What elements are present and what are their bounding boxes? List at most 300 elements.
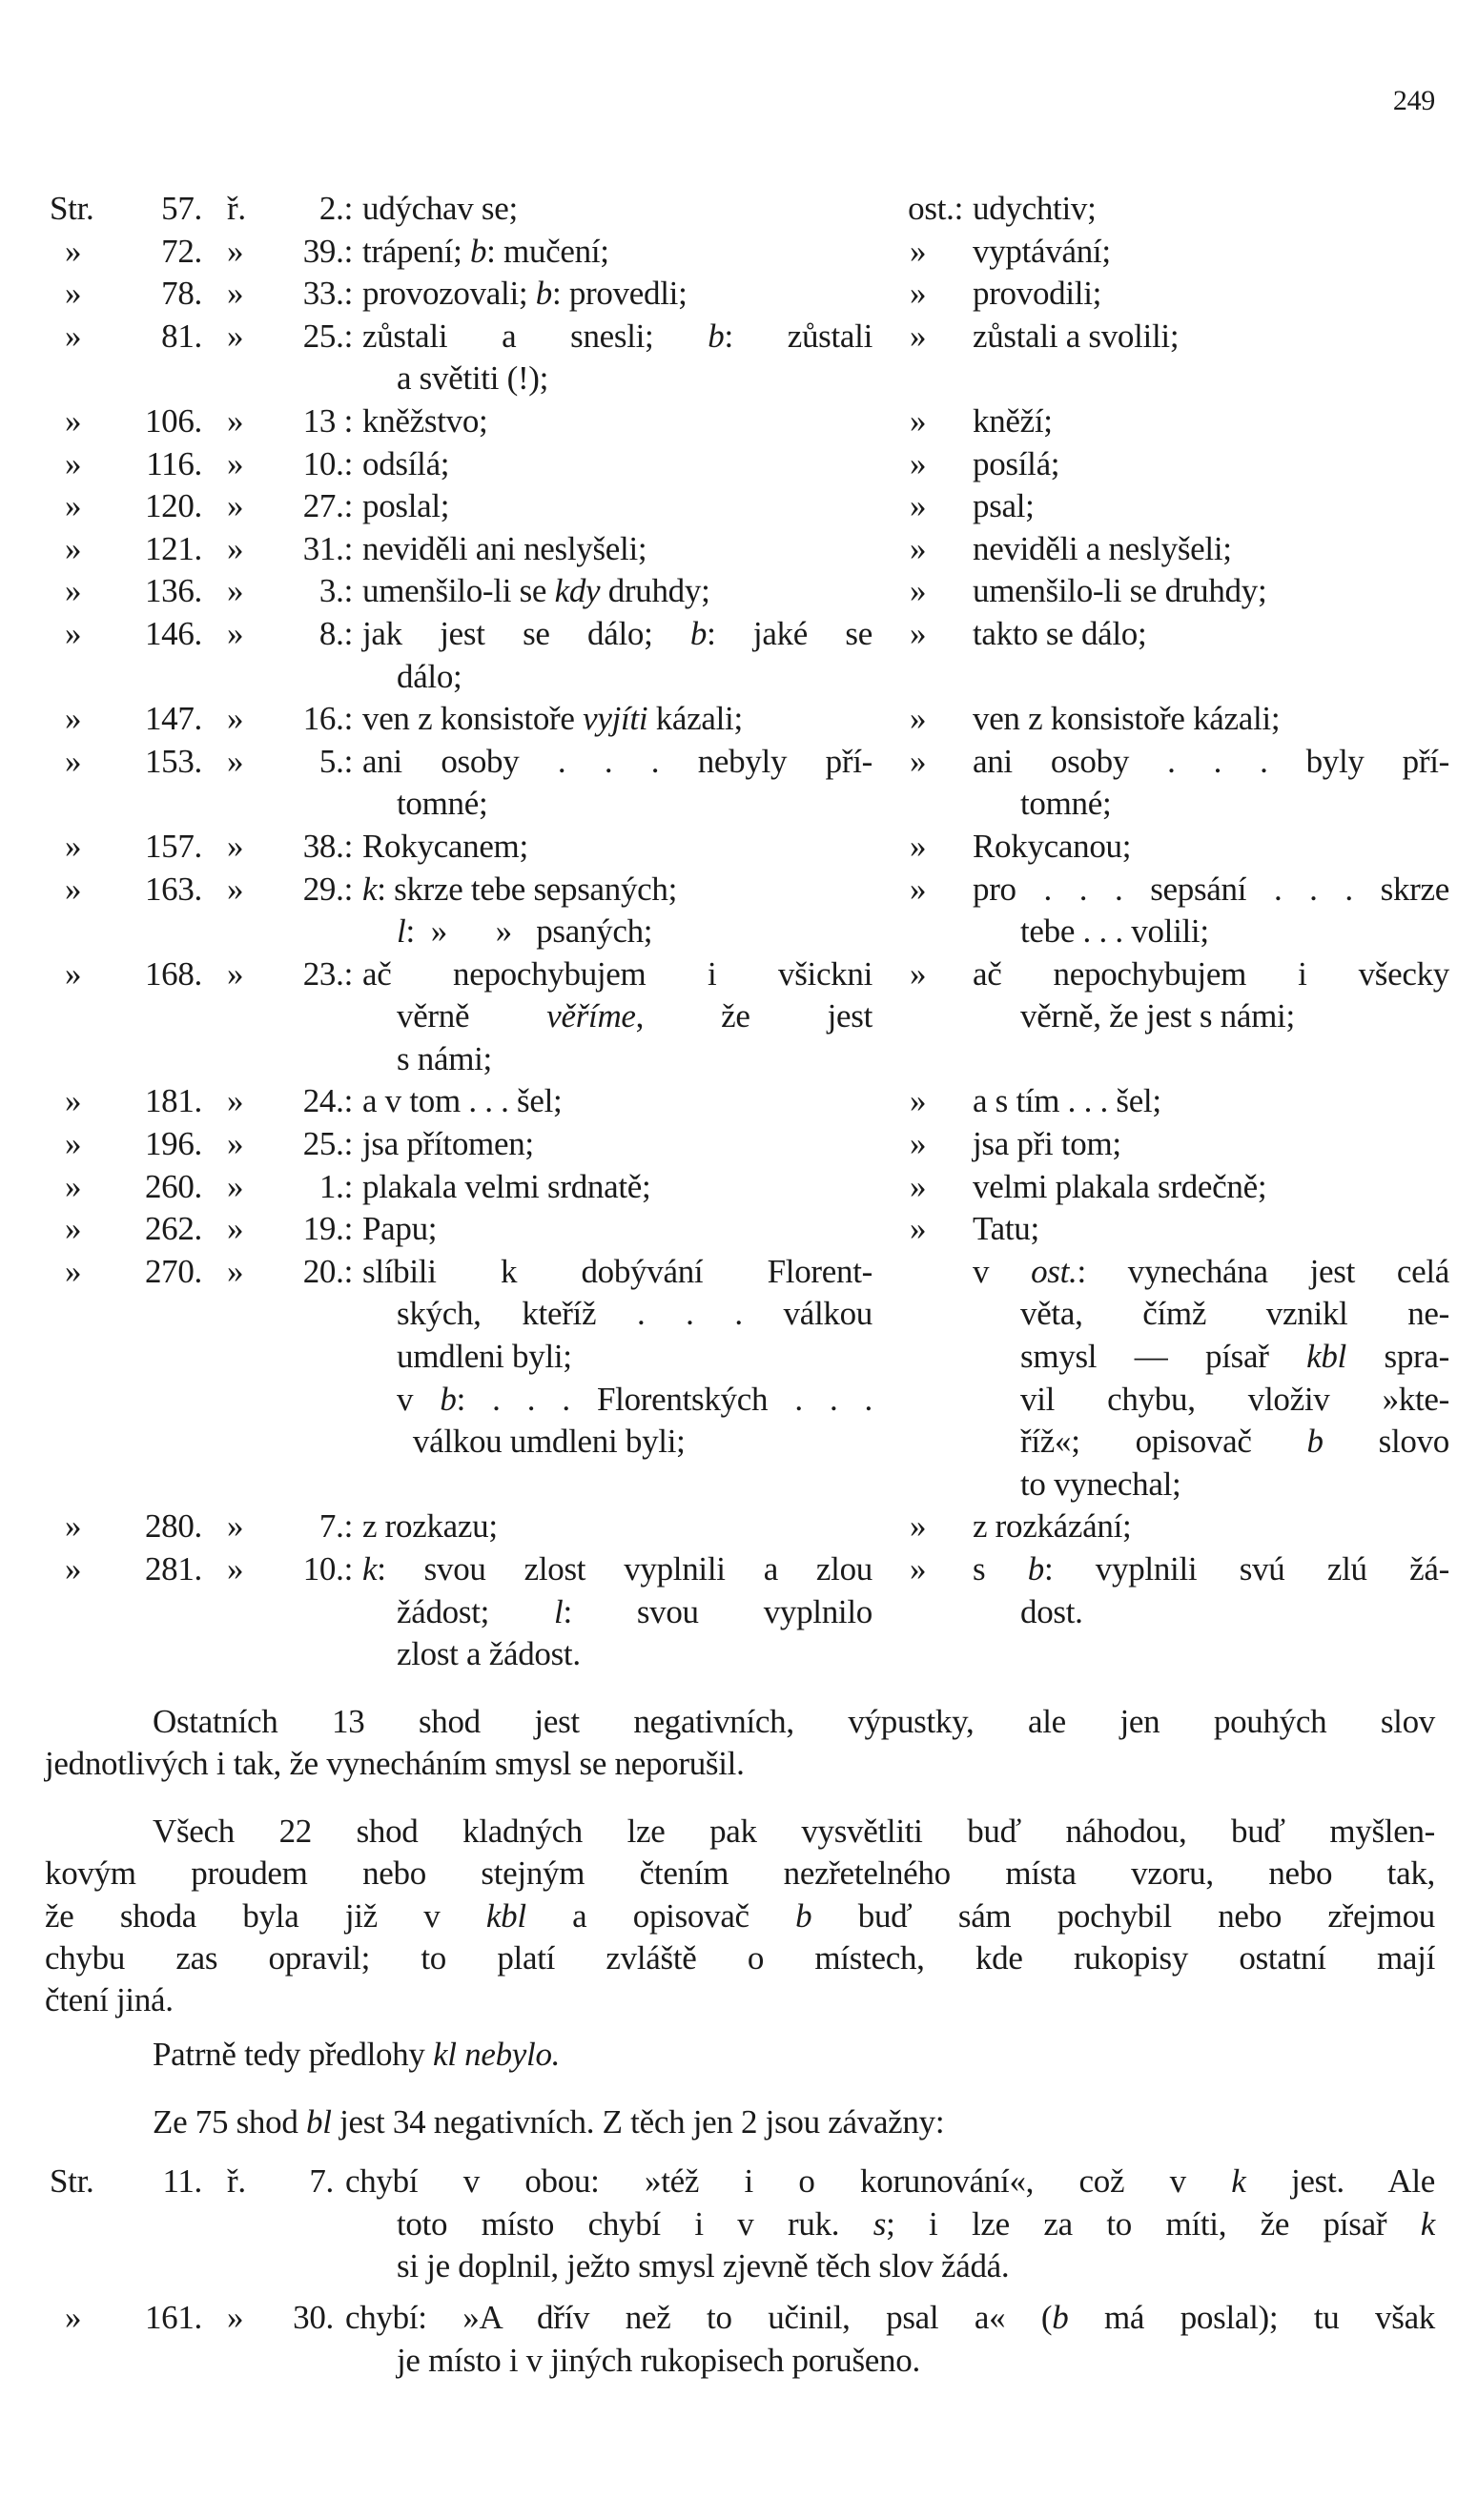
- reading-kbl: [362, 1166, 872, 1209]
- text-run: neviděli ani neslyšeli;: [362, 529, 647, 567]
- text-run: kněžstvo;: [362, 401, 488, 440]
- text-run: umenšilo-li se druhdy;: [973, 572, 1267, 610]
- reading-line: [362, 231, 872, 274]
- page-ref: 153.: [144, 742, 202, 780]
- page-prefix: »: [65, 1082, 82, 1120]
- reading-line: [362, 953, 872, 996]
- italic-siglum: k: [362, 1550, 378, 1588]
- text-run: umdleni byli;: [397, 1338, 572, 1376]
- table-row: [0, 188, 1478, 231]
- reading-other: [973, 1080, 1449, 1123]
- reading-other: [973, 1208, 1449, 1251]
- text-run: z rozkazu;: [362, 1507, 498, 1546]
- paragraph-line: [153, 1701, 1435, 1743]
- text-run: má poslal); tu však: [1068, 2299, 1436, 2336]
- variant-readings-table: [0, 188, 1478, 1676]
- reading-line: [973, 1208, 1449, 1251]
- other-prefix: »: [910, 614, 927, 652]
- other-prefix: »: [910, 1167, 927, 1205]
- text-run: jest. Ale: [1245, 2162, 1435, 2200]
- list-item: [0, 2297, 1478, 2382]
- italic-siglum: b: [440, 1380, 457, 1418]
- reading-line: [973, 485, 1449, 528]
- reading-other: [973, 316, 1449, 359]
- reading-line: [397, 1336, 872, 1379]
- text-run: : . . . Florentských . . .: [456, 1380, 873, 1418]
- line-prefix: »: [227, 275, 244, 313]
- text-run: neviděli a neslyšeli;: [973, 529, 1232, 567]
- reading-line: [397, 1591, 872, 1634]
- text-run: umenšilo-li se: [362, 572, 555, 610]
- text-run: věta, čímž vznikl ne-: [1020, 1295, 1449, 1333]
- italic-siglum: věříme: [546, 997, 636, 1035]
- other-prefix: »: [910, 1550, 927, 1588]
- reading-kbl: [362, 231, 872, 274]
- page-prefix: »: [65, 614, 82, 652]
- text-run: : jaké se: [707, 614, 872, 652]
- line-ref: 1.:: [318, 1167, 353, 1205]
- text-run: poslal;: [362, 487, 450, 525]
- text-run: jak jest se dálo;: [362, 614, 690, 652]
- reading-kbl: [362, 1208, 872, 1251]
- page-number: 249: [1392, 85, 1435, 116]
- text-run: slovo: [1323, 1423, 1449, 1461]
- text-run: čtení jiná.: [45, 1981, 174, 2019]
- reading-line: [362, 528, 872, 571]
- text-run: psal;: [973, 487, 1035, 525]
- text-run: tomné;: [397, 785, 488, 823]
- text-run: toto místo chybí i v ruk.: [397, 2204, 873, 2243]
- text-run: buď sám pochybil nebo zřejmou: [811, 1896, 1435, 1935]
- text-run: v: [397, 1380, 441, 1418]
- reading-line: [397, 1421, 872, 1464]
- page-ref: 280.: [144, 1507, 202, 1546]
- text-run: věrně, že jest s námi;: [1020, 997, 1295, 1035]
- text-run: : svou zlost vyplnili a zlou: [377, 1550, 872, 1588]
- reading-line: [397, 995, 872, 1038]
- page-ref: 121.: [144, 529, 202, 567]
- page-prefix: »: [65, 742, 82, 780]
- reading-kbl: [362, 273, 872, 316]
- text-run: , že jest: [635, 997, 872, 1035]
- line-ref: 39.:: [302, 232, 353, 270]
- line-prefix: »: [227, 1082, 244, 1120]
- page-ref: 147.: [144, 700, 202, 738]
- other-prefix: »: [910, 700, 927, 738]
- other-prefix: ost.:: [908, 190, 963, 227]
- other-prefix: »: [910, 1210, 927, 1248]
- italic-siglum: b: [1306, 1423, 1324, 1461]
- paragraph-line: [153, 2034, 1435, 2076]
- table-row: [0, 953, 1478, 1081]
- text-run: : provedli;: [551, 275, 688, 313]
- table-row: [0, 1251, 1478, 1506]
- text-run: dost.: [1020, 1592, 1083, 1630]
- italic-siglum: l: [397, 912, 406, 951]
- table-row: [0, 826, 1478, 869]
- reading-line: [973, 741, 1449, 784]
- italic-siglum: k: [362, 870, 378, 908]
- reading-line: [1020, 1464, 1449, 1506]
- text-run: a opisovač: [525, 1896, 796, 1935]
- page-prefix: »: [65, 827, 82, 865]
- italic-siglum: k: [1231, 2162, 1246, 2200]
- text-run: jednotlivých i tak, že vynecháním smysl se neporušil.: [45, 1745, 745, 1783]
- reading-line: [362, 443, 872, 486]
- table-row: [0, 1166, 1478, 1209]
- paragraph-line: [45, 1743, 1435, 1785]
- line-ref: 16.:: [302, 700, 353, 738]
- table-row: [0, 273, 1478, 316]
- reading-line: [1020, 911, 1449, 953]
- reading-line: [973, 443, 1449, 486]
- reading-line: [1020, 1379, 1449, 1422]
- italic-siglum: b: [1027, 1550, 1044, 1588]
- text-run: je místo i v jiných rukopisech porušeno.: [397, 2341, 920, 2379]
- line-ref: 19.:: [302, 1210, 353, 1248]
- table-row: [0, 443, 1478, 486]
- text-run: chybí: »A dřív než to učinil, psal a« (: [345, 2299, 1053, 2336]
- reading-line: [362, 1251, 872, 1294]
- text-run: Všech 22 shod kladných lze pak vysvětliti buď náhodou, buď myšlen-: [153, 1813, 1435, 1850]
- reading-other: [973, 1123, 1449, 1166]
- text-run: ani osoby . . . byly pří-: [973, 742, 1449, 780]
- italic-siglum: b: [469, 232, 487, 270]
- page-ref: 57.: [161, 190, 202, 227]
- reading-other: [973, 400, 1449, 443]
- italic-siglum: ost.: [1031, 1252, 1078, 1290]
- reading-line: [973, 400, 1449, 443]
- reading-kbl: [362, 826, 872, 869]
- italic-siglum: k: [1420, 2204, 1435, 2243]
- text-run: ven z konsistoře: [362, 700, 584, 738]
- text-run: Ze 75 shod: [153, 2103, 306, 2141]
- italic-siglum: b: [1052, 2299, 1069, 2336]
- line-ref: 13 :: [302, 401, 353, 440]
- text-run: jest 34 negativních. Z těch jen 2 jsou závažny:: [331, 2103, 945, 2141]
- line-prefix: »: [227, 572, 244, 610]
- page-ref: 196.: [144, 1125, 202, 1163]
- reading-line: [973, 698, 1449, 741]
- table-row: [0, 400, 1478, 443]
- entry-line: [397, 2203, 1435, 2246]
- text-run: chybu zas opravil; to platí zvláště o místech, kde rukopisy ostatní mají: [45, 1938, 1435, 1977]
- reading-line: [1020, 1336, 1449, 1379]
- page-ref: 136.: [144, 572, 202, 610]
- reading-kbl: [362, 443, 872, 486]
- text-run: s: [973, 1550, 1028, 1588]
- page-prefix: »: [65, 1210, 82, 1248]
- list-item: [0, 2161, 1478, 2288]
- text-run: zlost a žádost.: [397, 1635, 581, 1673]
- italic-siglum: kdy: [554, 572, 601, 610]
- text-run: a s tím . . . šel;: [973, 1082, 1161, 1120]
- table-row: [0, 1548, 1478, 1676]
- reading-kbl: [362, 316, 872, 400]
- text-run: věrně: [397, 997, 547, 1035]
- reading-line: [362, 188, 872, 231]
- text-run: : vynechána jest celá: [1077, 1252, 1449, 1290]
- reading-kbl: [362, 400, 872, 443]
- line-ref: 10.:: [302, 444, 353, 482]
- text-run: jsa přítomen;: [362, 1125, 534, 1163]
- page-ref: 181.: [144, 1082, 202, 1120]
- reading-line: [973, 826, 1449, 869]
- text-run: a v tom . . . šel;: [362, 1082, 563, 1120]
- reading-line: [973, 1123, 1449, 1166]
- text-run: jsa při tom;: [973, 1125, 1121, 1163]
- text-run: ven z konsistoře kázali;: [973, 700, 1281, 738]
- text-run: druhdy;: [600, 572, 710, 610]
- reading-other: [973, 741, 1449, 826]
- other-prefix: »: [910, 742, 927, 780]
- line-prefix: »: [227, 827, 244, 865]
- reading-line: [1020, 995, 1449, 1038]
- page-ref: 270.: [144, 1252, 202, 1290]
- page-prefix: »: [65, 870, 82, 908]
- text-run: to vynechal;: [1020, 1465, 1181, 1503]
- italic-siglum: b: [708, 317, 725, 355]
- reading-kbl: [362, 485, 872, 528]
- reading-line: [362, 869, 872, 912]
- text-run: : svou vyplnilo: [563, 1592, 872, 1630]
- paragraph-line: [45, 1937, 1435, 1979]
- page-prefix: »: [65, 1125, 82, 1163]
- line-ref: 30.: [293, 2299, 334, 2336]
- line-ref: 25.:: [302, 317, 353, 355]
- italic-siglum: b: [535, 275, 552, 313]
- page-prefix: »: [65, 444, 82, 482]
- italic-siglum: b: [795, 1896, 812, 1935]
- table-row: [0, 1506, 1478, 1548]
- line-prefix: »: [227, 232, 244, 270]
- other-prefix: »: [910, 1082, 927, 1120]
- line-ref: 20.:: [302, 1252, 353, 1290]
- reading-line: [397, 1633, 872, 1676]
- text-run: z rozkázání;: [973, 1507, 1132, 1546]
- page-ref: 81.: [161, 317, 202, 355]
- line-ref: 23.:: [302, 954, 353, 993]
- text-run: a světiti (!);: [397, 359, 549, 398]
- paragraph: [45, 1701, 1435, 1786]
- line-prefix: »: [227, 1210, 244, 1248]
- reading-line: [973, 869, 1449, 912]
- entry-line: [397, 2245, 1435, 2288]
- table-row: [0, 231, 1478, 274]
- reading-kbl: [362, 1251, 872, 1464]
- text-run: : vyplnili svú zlú žá-: [1043, 1550, 1449, 1588]
- page-ref: 72.: [161, 232, 202, 270]
- reading-kbl: [362, 1548, 872, 1676]
- line-ref: 24.:: [302, 1082, 353, 1120]
- text-run: velmi plakala srdečně;: [973, 1167, 1267, 1205]
- reading-line: [362, 273, 872, 316]
- table-row: [0, 869, 1478, 953]
- text-run: Patrně tedy předlohy: [153, 2036, 434, 2073]
- reading-kbl: [362, 1506, 872, 1548]
- line-prefix: »: [227, 1167, 244, 1205]
- reading-line: [397, 358, 872, 400]
- reading-kbl: [362, 570, 872, 613]
- line-ref: 7.: [309, 2162, 334, 2200]
- italic-siglum: b: [689, 614, 708, 652]
- text-run: provozovali;: [362, 275, 536, 313]
- reading-kbl: [362, 698, 872, 741]
- reading-line: [973, 316, 1449, 359]
- other-prefix: »: [910, 1125, 927, 1163]
- reading-line: [973, 1166, 1449, 1209]
- page-prefix: Str.: [50, 190, 94, 227]
- line-ref: 10.:: [302, 1550, 353, 1588]
- text-run: dálo;: [397, 657, 462, 695]
- text-run: tomné;: [1020, 785, 1112, 823]
- line-prefix: »: [227, 700, 244, 738]
- line-ref: 29.:: [302, 870, 353, 908]
- paragraph: [45, 2034, 1435, 2076]
- reading-line: [1020, 1293, 1449, 1336]
- reading-other: [973, 188, 1449, 231]
- page-ref: 120.: [144, 487, 202, 525]
- reading-line: [1020, 1591, 1449, 1634]
- page-ref: 78.: [161, 275, 202, 313]
- reading-other: [973, 1166, 1449, 1209]
- italic-siglum: kl nebylo.: [433, 2036, 561, 2073]
- reading-line: [362, 1080, 872, 1123]
- line-prefix: »: [227, 317, 244, 355]
- reading-line: [362, 1208, 872, 1251]
- page-ref: 157.: [144, 827, 202, 865]
- paragraph-line: [45, 1979, 1435, 2021]
- text-run: slíbili k dobývání Florent-: [362, 1252, 872, 1290]
- line-ref: 25.:: [302, 1125, 353, 1163]
- reading-line: [973, 613, 1449, 656]
- line-prefix: »: [227, 614, 244, 652]
- table-row: [0, 613, 1478, 698]
- page-prefix: »: [65, 1252, 82, 1290]
- table-row: [0, 316, 1478, 400]
- reading-line: [973, 1548, 1449, 1591]
- reading-line: [1020, 1421, 1449, 1464]
- line-prefix: ř.: [227, 2162, 246, 2200]
- text-run: udýchav se;: [362, 190, 518, 227]
- text-run: ských, kteříž . . . válkou: [397, 1295, 872, 1333]
- reading-line: [362, 613, 872, 656]
- line-ref: 31.:: [302, 529, 353, 567]
- reading-line: [362, 1506, 872, 1548]
- paragraph-line: [153, 2101, 1435, 2143]
- page-ref: 161.: [144, 2299, 202, 2336]
- reading-other: [973, 1251, 1449, 1506]
- paragraph: [45, 1811, 1435, 2021]
- text-run: Papu;: [362, 1210, 438, 1248]
- paragraph-line: [45, 1895, 1435, 1937]
- paragraph: [45, 2101, 1435, 2143]
- text-run: : » » psaných;: [405, 912, 653, 951]
- reading-other: [973, 1506, 1449, 1548]
- italic-siglum: kbl: [485, 1896, 526, 1935]
- other-prefix: »: [910, 572, 927, 610]
- text-run: ani osoby . . . nebyly pří-: [362, 742, 872, 780]
- reading-line: [362, 741, 872, 784]
- text-run: : mučení;: [486, 232, 609, 270]
- page-prefix: »: [65, 954, 82, 993]
- other-prefix: »: [910, 317, 927, 355]
- page-prefix: »: [65, 1167, 82, 1205]
- text-run: ač nepochybujem i všickni: [362, 954, 872, 993]
- reading-other: [973, 570, 1449, 613]
- page-prefix: »: [65, 2299, 82, 2336]
- other-prefix: »: [910, 827, 927, 865]
- text-run: : skrze tebe sepsaných;: [377, 870, 678, 908]
- text-run: Rokycanou;: [973, 827, 1132, 865]
- line-prefix: »: [227, 742, 244, 780]
- table-row: [0, 1080, 1478, 1123]
- italic-siglum: l: [554, 1592, 564, 1630]
- table-row: [0, 528, 1478, 571]
- reading-other: [973, 1548, 1449, 1633]
- line-ref: 5.:: [318, 742, 353, 780]
- reading-other: [973, 869, 1449, 953]
- other-prefix: »: [910, 275, 927, 313]
- text-run: trápení;: [362, 232, 470, 270]
- text-run: zůstali a snesli;: [362, 317, 708, 355]
- text-run: : zůstali: [724, 317, 872, 355]
- paragraph-line: [45, 1853, 1435, 1895]
- text-run: provodili;: [973, 275, 1102, 313]
- line-prefix: »: [227, 2299, 244, 2336]
- page-prefix: Str.: [50, 2162, 94, 2200]
- text-run: Ostatních 13 shod jest negativních, výpustky, ale jen pouhých slov: [153, 1703, 1435, 1740]
- line-prefix: »: [227, 401, 244, 440]
- text-run: si je doplnil, ježto smysl zjevně těch slov žádá.: [397, 2247, 1010, 2285]
- line-ref: 7.:: [318, 1507, 353, 1546]
- text-run: smysl — písař: [1020, 1338, 1307, 1376]
- reading-kbl: [362, 953, 872, 1081]
- reading-line: [973, 528, 1449, 571]
- reading-line: [362, 485, 872, 528]
- line-prefix: »: [227, 487, 244, 525]
- reading-other: [973, 231, 1449, 274]
- text-run: ; i lze za to míti, že písař: [886, 2204, 1421, 2243]
- text-run: zůstali a svolili;: [973, 317, 1180, 355]
- other-prefix: »: [910, 529, 927, 567]
- other-prefix: »: [910, 401, 927, 440]
- reading-line: [397, 1293, 872, 1336]
- page-ref: 163.: [144, 870, 202, 908]
- text-run: že shoda byla již v: [45, 1896, 486, 1935]
- reading-kbl: [362, 869, 872, 953]
- text-run: v: [973, 1252, 1032, 1290]
- text-run: tebe . . . volili;: [1020, 912, 1209, 951]
- line-prefix: »: [227, 1550, 244, 1588]
- reading-kbl: [362, 613, 872, 698]
- text-run: žádost;: [397, 1592, 554, 1630]
- page-prefix: »: [65, 232, 82, 270]
- reading-other: [973, 443, 1449, 486]
- entry-line: [345, 2161, 1435, 2203]
- reading-line: [397, 911, 872, 953]
- line-prefix: »: [227, 954, 244, 993]
- italic-siglum: s: [872, 2204, 887, 2243]
- page-ref: 11.: [162, 2162, 202, 2200]
- line-prefix: »: [227, 1252, 244, 1290]
- table-row: [0, 1208, 1478, 1251]
- page-ref: 168.: [144, 954, 202, 993]
- paragraph-line: [153, 1811, 1435, 1853]
- reading-line: [397, 656, 872, 699]
- reading-line: [362, 698, 872, 741]
- reading-other: [973, 485, 1449, 528]
